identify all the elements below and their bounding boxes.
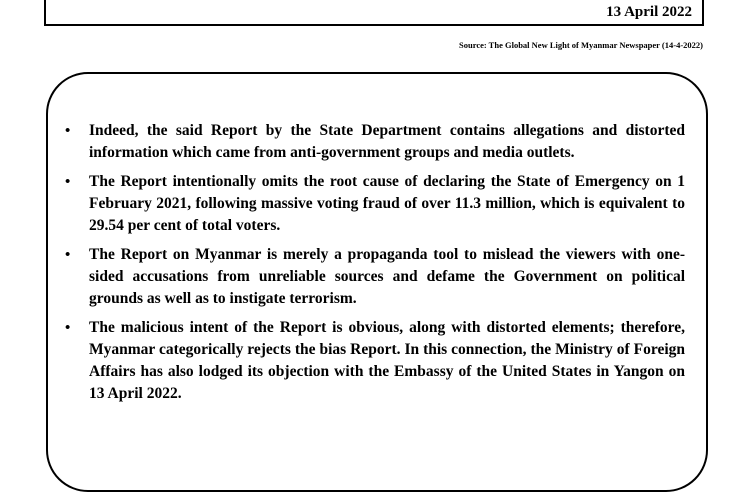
source-citation: Source: The Global New Light of Myanmar Newspaper (14-4-2022) <box>459 40 703 50</box>
bullet-item <box>61 317 685 405</box>
bullet-list <box>61 120 685 412</box>
bullet-item <box>61 171 685 237</box>
bullet-text: The Report intentionally omits the root cause of declaring the State of Emergency on 1 February 2021, following massive voting fraud of over 11.3 million, which is equivalent to 29.54 per cent of total voters. <box>89 173 685 234</box>
bullet-text: Indeed, the said Report by the State Department contains allegations and distorted information which came from anti-government groups and media outlets. <box>89 122 685 161</box>
bullet-item <box>61 120 685 164</box>
bullet-dot-icon: • <box>65 320 71 336</box>
bullet-text: The Report on Myanmar is merely a propaganda tool to mislead the viewers with one-sided accusations from unreliable sources and defame the Government on political grounds as well as to instigate terrorism. <box>89 246 685 307</box>
bullet-item <box>61 244 685 310</box>
bullet-dot-icon: • <box>65 174 71 190</box>
header-box <box>44 0 704 26</box>
bullet-dot-icon: • <box>65 123 71 139</box>
bullet-text: The malicious intent of the Report is obvious, along with distorted elements; therefore, Myanmar categorically rejects the bias Report. In this connection, the Ministry of Foreign Affairs has also lodged its objection with the Embassy of the United States in Yangon on 13 April 2022. <box>89 319 685 402</box>
header-date: 13 April 2022 <box>606 4 692 20</box>
bullet-dot-icon: • <box>65 247 71 263</box>
